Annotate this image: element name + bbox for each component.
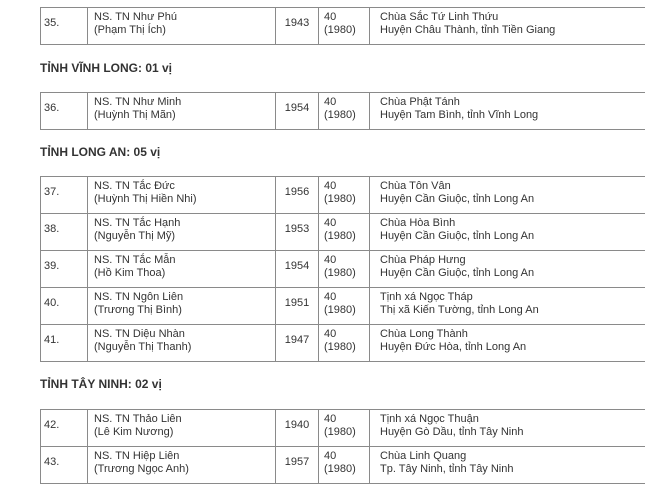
- dharma-name: NS. TN Như Phú: [94, 11, 269, 24]
- age-cell: [319, 325, 370, 362]
- nun-name-cell: [88, 177, 276, 214]
- table-row: [41, 8, 645, 45]
- temple-place: Huyện Cần Giuộc, tỉnh Long An: [380, 230, 639, 243]
- birth-year: 1954: [276, 251, 319, 288]
- nun-name-cell: [88, 447, 276, 484]
- birth-year: 1943: [276, 8, 319, 45]
- dharma-name: NS. TN Hiệp Liên: [94, 450, 269, 463]
- lay-name: (Huỳnh Thị Mãn): [94, 109, 269, 122]
- temple-place: Huyện Tam Bình, tỉnh Vĩnh Long: [380, 109, 639, 122]
- address-cell: [370, 251, 645, 288]
- ordination-year: (1980): [324, 230, 363, 243]
- nun-table-tay-ninh: [40, 409, 645, 484]
- row-index: 41.: [41, 325, 88, 362]
- address-cell: [370, 8, 645, 45]
- birth-year: 1951: [276, 288, 319, 325]
- temple-name: Tịnh xá Ngọc Tháp: [380, 291, 639, 304]
- ordination-year: (1980): [324, 426, 363, 439]
- lay-name: (Lê Kim Nương): [94, 426, 269, 439]
- nun-table-long-an: [40, 176, 645, 362]
- row-index: 43.: [41, 447, 88, 484]
- temple-name: Chùa Pháp Hưng: [380, 254, 639, 267]
- section-heading-vinh-long: TỈNH VĨNH LONG: 01 vị: [40, 61, 172, 75]
- address-cell: [370, 214, 645, 251]
- temple-place: Huyện Đức Hòa, tỉnh Long An: [380, 341, 639, 354]
- nun-table-vinh-long: [40, 92, 645, 130]
- nun-name-cell: [88, 214, 276, 251]
- dharma-name: NS. TN Tắc Hạnh: [94, 217, 269, 230]
- lay-name: (Nguyễn Thị Mỹ): [94, 230, 269, 243]
- address-cell: [370, 325, 645, 362]
- temple-place: Thị xã Kiến Tường, tỉnh Long An: [380, 304, 639, 317]
- lay-name: (Hồ Kim Thoa): [94, 267, 269, 280]
- dharma-name: NS. TN Ngôn Liên: [94, 291, 269, 304]
- nun-name-cell: [88, 93, 276, 130]
- birth-year: 1956: [276, 177, 319, 214]
- age-value: 40: [324, 217, 363, 230]
- age-value: 40: [324, 96, 363, 109]
- age-value: 40: [324, 328, 363, 341]
- row-index: 40.: [41, 288, 88, 325]
- nun-name-cell: [88, 410, 276, 447]
- address-cell: [370, 288, 645, 325]
- dharma-name: NS. TN Tắc Đức: [94, 180, 269, 193]
- section-heading-tay-ninh: TỈNH TÂY NINH: 02 vị: [40, 377, 162, 391]
- temple-place: Tp. Tây Ninh, tỉnh Tây Ninh: [380, 463, 639, 476]
- row-index: 35.: [41, 8, 88, 45]
- lay-name: (Nguyễn Thị Thanh): [94, 341, 269, 354]
- address-cell: [370, 410, 645, 447]
- age-cell: [319, 214, 370, 251]
- row-index: 42.: [41, 410, 88, 447]
- dharma-name: NS. TN Như Minh: [94, 96, 269, 109]
- table-row: [41, 177, 645, 214]
- table-row: [41, 251, 645, 288]
- temple-name: Chùa Phật Tánh: [380, 96, 639, 109]
- table-row: [41, 447, 645, 484]
- age-value: 40: [324, 11, 363, 24]
- table-row: [41, 214, 645, 251]
- ordination-year: (1980): [324, 24, 363, 37]
- age-cell: [319, 8, 370, 45]
- ordination-year: (1980): [324, 341, 363, 354]
- lay-name: (Phạm Thị Ích): [94, 24, 269, 37]
- age-value: 40: [324, 291, 363, 304]
- table-row: [41, 288, 645, 325]
- age-cell: [319, 251, 370, 288]
- row-index: 37.: [41, 177, 88, 214]
- age-value: 40: [324, 180, 363, 193]
- address-cell: [370, 447, 645, 484]
- birth-year: 1940: [276, 410, 319, 447]
- nun-name-cell: [88, 288, 276, 325]
- ordination-year: (1980): [324, 304, 363, 317]
- table-row: [41, 325, 645, 362]
- lay-name: (Huỳnh Thị Hiền Nhi): [94, 193, 269, 206]
- age-value: 40: [324, 450, 363, 463]
- ordination-year: (1980): [324, 267, 363, 280]
- age-cell: [319, 93, 370, 130]
- lay-name: (Trương Ngọc Anh): [94, 463, 269, 476]
- nun-table-tien-giang: [40, 7, 645, 45]
- dharma-name: NS. TN Diệu Nhàn: [94, 328, 269, 341]
- ordination-year: (1980): [324, 109, 363, 122]
- temple-place: Huyện Cần Giuộc, tỉnh Long An: [380, 267, 639, 280]
- temple-name: Tịnh xá Ngọc Thuận: [380, 413, 639, 426]
- table-row: [41, 93, 645, 130]
- temple-name: Chùa Long Thành: [380, 328, 639, 341]
- table-row: [41, 410, 645, 447]
- dharma-name: NS. TN Tắc Mẫn: [94, 254, 269, 267]
- temple-name: Chùa Linh Quang: [380, 450, 639, 463]
- ordination-year: (1980): [324, 193, 363, 206]
- ordination-year: (1980): [324, 463, 363, 476]
- age-cell: [319, 288, 370, 325]
- age-cell: [319, 447, 370, 484]
- temple-name: Chùa Hòa Bình: [380, 217, 639, 230]
- temple-place: Huyện Gò Dầu, tỉnh Tây Ninh: [380, 426, 639, 439]
- section-heading-long-an: TỈNH LONG AN: 05 vị: [40, 145, 160, 159]
- address-cell: [370, 93, 645, 130]
- temple-name: Chùa Sắc Tứ Linh Thứu: [380, 11, 639, 24]
- temple-place: Huyện Cần Giuộc, tỉnh Long An: [380, 193, 639, 206]
- birth-year: 1954: [276, 93, 319, 130]
- row-index: 39.: [41, 251, 88, 288]
- age-value: 40: [324, 413, 363, 426]
- nun-name-cell: [88, 251, 276, 288]
- row-index: 38.: [41, 214, 88, 251]
- nun-name-cell: [88, 325, 276, 362]
- row-index: 36.: [41, 93, 88, 130]
- birth-year: 1947: [276, 325, 319, 362]
- address-cell: [370, 177, 645, 214]
- age-cell: [319, 410, 370, 447]
- birth-year: 1957: [276, 447, 319, 484]
- lay-name: (Trương Thị Bình): [94, 304, 269, 317]
- temple-name: Chùa Tôn Vân: [380, 180, 639, 193]
- age-cell: [319, 177, 370, 214]
- birth-year: 1953: [276, 214, 319, 251]
- temple-place: Huyện Châu Thành, tỉnh Tiền Giang: [380, 24, 639, 37]
- dharma-name: NS. TN Thảo Liên: [94, 413, 269, 426]
- nun-name-cell: [88, 8, 276, 45]
- age-value: 40: [324, 254, 363, 267]
